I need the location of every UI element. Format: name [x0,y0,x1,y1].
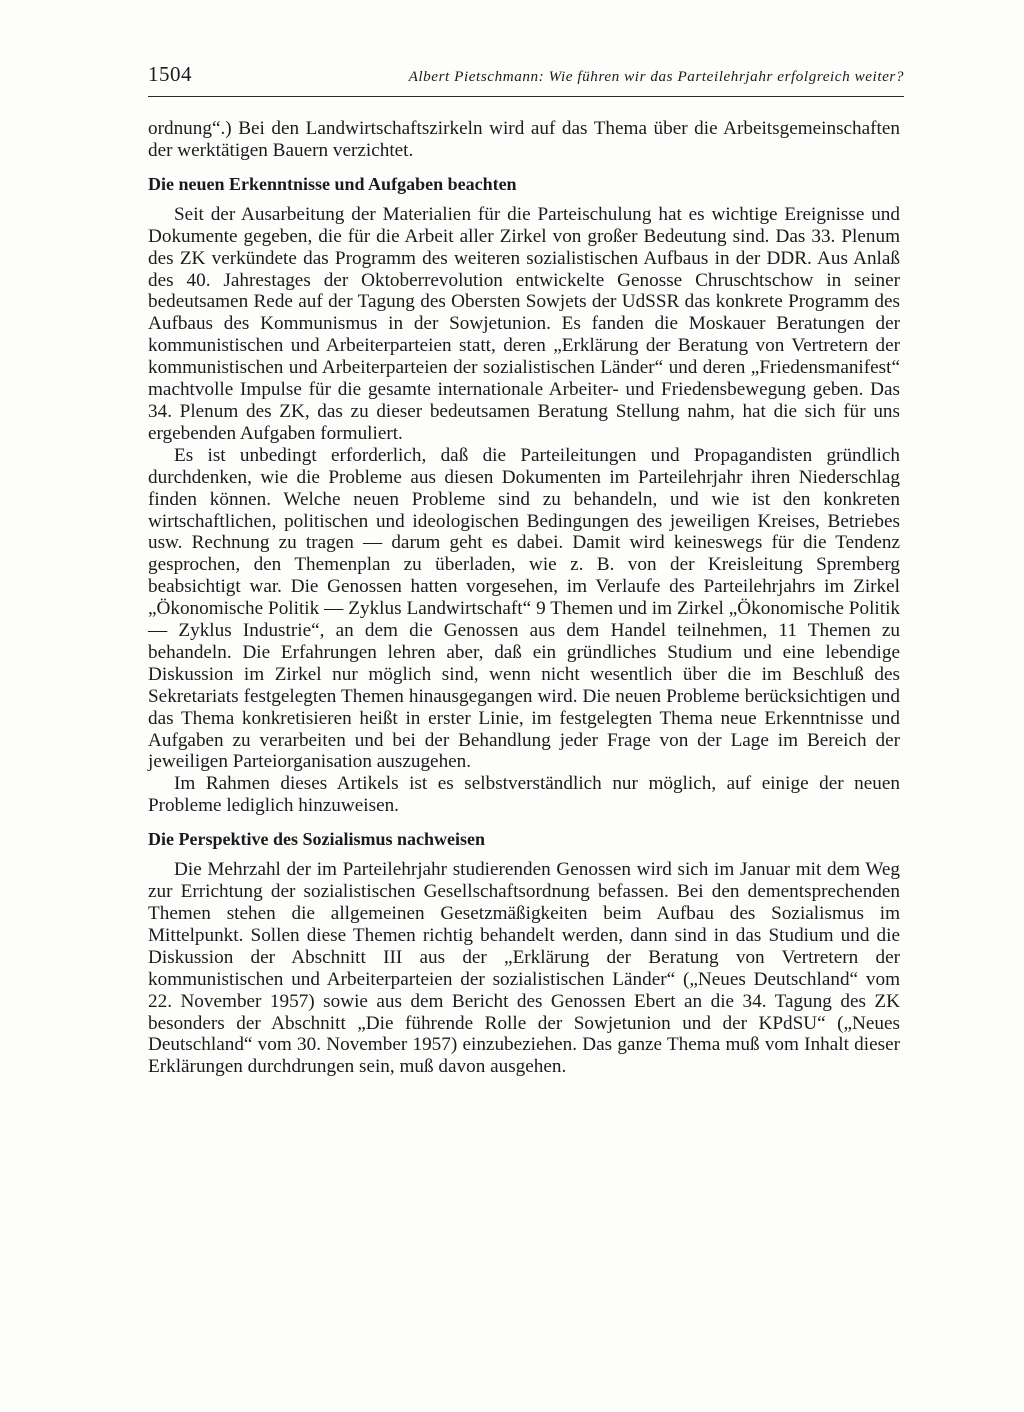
page-header [148,62,904,97]
section-heading-erkenntnisse: Die neuen Erkenntnisse und Aufgaben beachten [148,173,517,194]
intro-paragraph: ordnung“.) Bei den Landwirtschaftszirkeln wird auf das Thema über die Arbeitsgemeinschaften der werktätigen Bauern verzichtet. [148,118,900,161]
running-title: Albert Pietschmann: Wie führen wir das Parteilehrjahr erfolgreich weiter? [408,68,904,85]
section-heading-perspektive: Die Perspektive des Sozialismus nachweisen [148,829,485,850]
paragraph-mehrzahl: Die Mehrzahl der im Parteilehrjahr studierenden Genossen wird sich im Januar mit dem Weg zur Errichtung der sozialistischen Gesellschaftsordnung befassen. Bei den dementsprechenden Themen stehen die allgemeinen Gesetzmäßigkeiten beim Aufbau des Sozialismus im Mittelpunkt. Sollen diese Themen richtig behandelt werden, dann sind in das Studium und die Diskussion der Abschnitt III aus der „Erklärung der Beratung von Vertretern der kommunistischen und Arbeiterparteien der sozialistischen Länder“ („Neues Deutschland“ vom 22. November 1957) sowie aus dem Bericht des Genossen Ebert an die 34. Tagung des ZK besonders der Abschnitt „Die führende Rolle der Sowjetunion und der KPdSU“ („Neues Deutschland“ vom 30. November 1957) einzubeziehen. Das ganze Thema muß vom Inhalt dieser Erklärungen durchdrungen sein, muß davon ausgehen. [148,859,900,1078]
page-number: 1504 [148,62,192,86]
paragraph-parteileitungen: Es ist unbedingt erforderlich, daß die Parteileitungen und Propagandisten gründlich durchdenken, wie die Probleme aus diesen Dokumenten im Parteilehrjahr ihren Niederschlag finden können. Welche neuen Probleme sind zu behandeln, und wie ist den konkreten wirtschaftlichen, politischen und ideologischen Bedingungen des jeweiligen Kreises, Betriebes usw. Rechnung zu tragen — darum geht es dabei. Damit wird keineswegs für die Tendenz gesprochen, den Themenplan zu überladen, wie z. B. von der Kreisleitung Spremberg beabsichtigt war. Die Genossen hatten vorgesehen, im Verlaufe des Parteilehrjahrs im Zirkel „Ökonomische Politik — Zyklus Landwirtschaft“ 9 Themen und im Zirkel „Ökonomische Politik — Zyklus Industrie“, an dem die Genossen aus dem Handel teilnehmen, 11 Themen zu behandeln. Die Erfahrungen lehren aber, daß ein gründliches Studium und eine lebendige Diskussion im Zirkel nur möglich sind, wenn nicht wesentlich über die im Beschluß des Sekretariats festgelegten Themen hinausgegangen wird. Die neuen Probleme berücksichtigen und das Thema konkretisieren heißt in erster Linie, im festgelegten Thema neue Erkenntnisse und Aufgaben zu verarbeiten und bei der Behandlung jeder Frage von der Lage im Bereich der jeweiligen Parteiorganisation auszugehen. [148,444,900,773]
paragraph-rahmen: Im Rahmen dieses Artikels ist es selbstverständlich nur möglich, auf einige der neuen Probleme lediglich hinzuweisen. [148,773,900,817]
article-body [148,118,900,1078]
paragraph-ereignisse: Seit der Ausarbeitung der Materialien für die Parteischulung hat es wichtige Ereignisse und Dokumente gegeben, die für die Arbeit aller Zirkel von großer Bedeutung sind. Das 33. Plenum des ZK verkündete das Programm des weiteren sozialistischen Aufbaus in der DDR. Aus Anlaß des 40. Jahrestages der Oktoberrevolution entwickelte Genosse Chruschtschow in seiner bedeutsamen Rede auf der Tagung des Obersten Sowjets der UdSSR das konkrete Programm des Aufbaus des Kommunismus in der Sowjetunion. Es fanden die Moskauer Beratungen der kommunistischen und Arbeiterparteien statt, deren „Erklärung der Beratung von Vertretern der kommunistischen und Arbeiterparteien der sozialistischen Länder“ und deren „Friedensmanifest“ machtvolle Impulse für die gesamte internationale Arbeiter- und Friedensbewegung geben. Das 34. Plenum des ZK, das zu dieser bedeutsamen Beratung Stellung nahm, hat die sich für uns ergebenden Aufgaben formuliert. [148,203,900,444]
